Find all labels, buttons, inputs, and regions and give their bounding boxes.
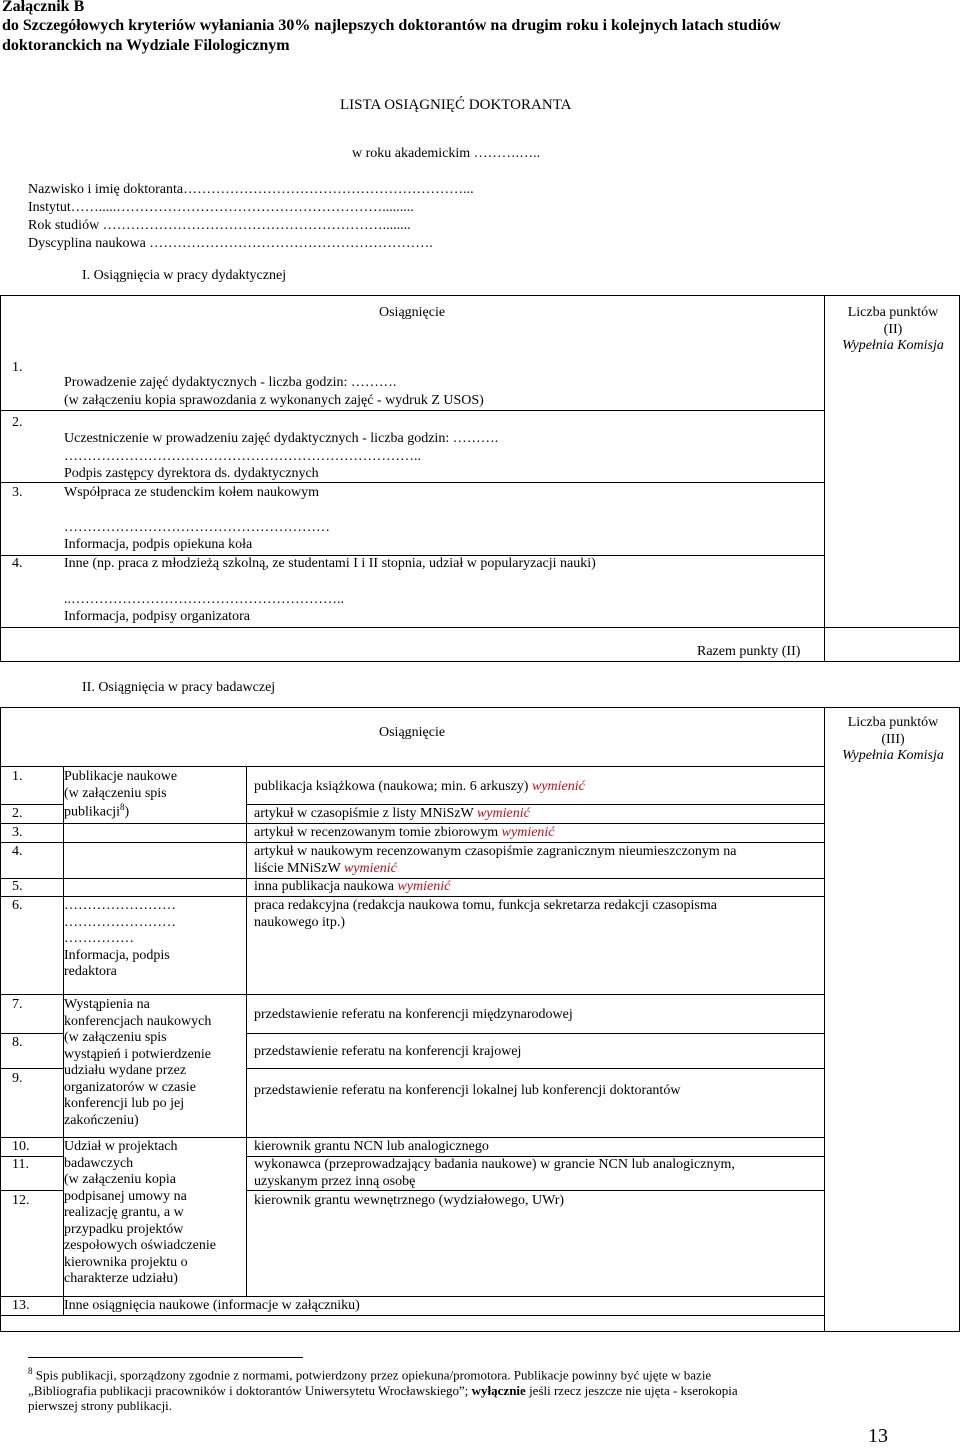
section1-total-label: Razem punkty (II)	[697, 644, 801, 659]
row4-text: Inne (np. praca z młodzieżą szkolną, ze studentami I i II stopnia, udział w popularyzacji nauki)	[64, 556, 596, 571]
row-number: 6.	[12, 898, 23, 913]
name-field[interactable]: Nazwisko i imię doktoranta……………………………………………………...	[28, 182, 474, 197]
pub-row2[interactable]: artykuł w czasopiśmie z listy MNiSzW wymienić	[254, 806, 530, 821]
pub-row6[interactable]: praca redakcyjna (redakcja naukowa tomu, funkcja sekretarza redakcji czasopisma naukowego itp.)	[254, 898, 717, 930]
footnote: $^8$ Spis publikacji, sporządzony zgodnie z normami, potwierdzony przez opiekuna/promotora. Publikacje powinny być ujęte w bazie „Bibliografia publikacji pracowników i doktorantów Uniwersytetu Wrocławskiego”; wyłącznie jeśli rzecz jeszcze nie ujęta - kserokopia pierwszej strony publikacji.	[28, 1366, 738, 1413]
section2-col-achievement: Osiągnięcie	[379, 725, 446, 740]
publications-group-label: Publikacje naukowe (w załączeniu spis publikacji$^8$)	[64, 769, 178, 820]
conf-row9[interactable]: przedstawienie referatu na konferencji lokalnej lub konferencji doktorantów	[254, 1083, 681, 1098]
row-number: 4.	[12, 556, 23, 571]
row-number: 5.	[12, 879, 23, 894]
row-number: 11.	[12, 1157, 29, 1172]
project-row12[interactable]: kierownik grantu wewnętrznego (wydziałowego, UWr)	[254, 1193, 565, 1208]
row2-dots[interactable]: …………………………………………………………………..	[64, 449, 421, 464]
attachment-subtitle-line1: do Szczegółowych kryteriów wyłaniania 30% najlepszych doktorantów na drugim roku i kolejnych latach studiów	[2, 17, 781, 34]
editor-info[interactable]: …………………… …………………… …………… Informacja, podpis redaktora	[64, 898, 176, 980]
project-row10[interactable]: kierownik grantu NCN lub analogicznego	[254, 1139, 489, 1154]
row-number: 4.	[12, 844, 23, 859]
row1-note: (w załączeniu kopia sprawozdania z wykonanych zajęć - wydruk Z USOS)	[64, 393, 484, 408]
attachment-subtitle-line2: doktoranckich na Wydziale Filologicznym	[2, 37, 290, 54]
row-number: 13.	[12, 1298, 30, 1313]
section2-col-points: Liczba punktów (III) Wypełnia Komisja	[842, 715, 944, 764]
row-number: 9.	[12, 1071, 23, 1086]
section2-heading: II. Osiągnięcia w pracy badawczej	[82, 680, 276, 695]
footnote-separator	[28, 1357, 303, 1358]
study-year-field[interactable]: Rok studiów ……………………………………………………........	[28, 218, 411, 233]
pub-row1[interactable]: publikacja książkowa (naukowa; min. 6 arkuszy) wymienić	[254, 779, 585, 794]
row2-signature: Podpis zastępcy dyrektora ds. dydaktycznych	[64, 466, 319, 481]
row-number: 10.	[12, 1139, 30, 1154]
institute-field[interactable]: Instytut…….....………………………………………………….........	[28, 200, 414, 215]
row1-text[interactable]: Prowadzenie zajęć dydaktycznych - liczba godzin: ……….	[64, 375, 397, 390]
row-number: 1.	[12, 769, 23, 784]
attachment-title: Załącznik B	[2, 0, 85, 15]
conf-row8[interactable]: przedstawienie referatu na konferencji krajowej	[254, 1044, 522, 1059]
row2-text[interactable]: Uczestniczenie w prowadzeniu zajęć dydaktycznych - liczba godzin: ……….	[64, 431, 499, 446]
row-number: 8.	[12, 1035, 23, 1050]
pub-row5[interactable]: inna publikacja naukowa wymienić	[254, 879, 451, 894]
conf-row7[interactable]: przedstawienie referatu na konferencji międzynarodowej	[254, 1007, 573, 1022]
row-number: 1.	[12, 360, 23, 375]
project-row11[interactable]: wykonawca (przeprowadzający badania naukowe) w grancie NCN lub analogicznym, uzyskanym przez inną osobę	[254, 1157, 735, 1189]
projects-group-label: Udział w projektach badawczych (w załączeniu kopia podpisanej umowy na realizację grantu, a w przypadku projektów zespołowych oświadczenie kierownika projektu o charakterze udziału)	[64, 1139, 216, 1287]
row-number: 12.	[12, 1193, 30, 1208]
row-number: 3.	[12, 825, 23, 840]
row4-dots[interactable]: ..…………………………………………………..	[64, 592, 344, 607]
row3-text: Współpraca ze studenckim kołem naukowym	[64, 485, 320, 500]
section1-col-points: Liczba punktów (II) Wypełnia Komisja	[842, 305, 944, 354]
document-title: LISTA OSIĄGNIĘĆ DOKTORANTA	[340, 97, 572, 113]
section1-col-achievement: Osiągnięcie	[379, 305, 446, 320]
conferences-group-label: Wystąpienia na konferencjach naukowych (w załączeniu spis wystąpień i potwierdzenie udziału wydane przez organizatorów w czasie konferencji lub po jej zakończeniu)	[64, 997, 212, 1128]
row3-dots[interactable]: …………………………………………………	[64, 520, 330, 535]
pub-row3[interactable]: artykuł w recenzowanym tomie zbiorowym wymienić	[254, 825, 555, 840]
row-number: 2.	[12, 415, 23, 430]
discipline-field[interactable]: Dyscyplina naukowa …………………………………………………….	[28, 236, 433, 251]
row-number: 2.	[12, 806, 23, 821]
academic-year-field[interactable]: w roku akademickim ……….…..	[352, 146, 541, 161]
page-number: 13	[868, 1425, 888, 1447]
pub-row4[interactable]: artykuł w naukowym recenzowanym czasopiśmie zagranicznym nieumieszczonym na liście MNiSzW wymienić	[254, 844, 737, 876]
section1-heading: I. Osiągnięcia w pracy dydaktycznej	[82, 268, 287, 283]
row4-signature: Informacja, podpisy organizatora	[64, 609, 250, 624]
row-number: 7.	[12, 997, 23, 1012]
row13-text[interactable]: Inne osiągnięcia naukowe (informacje w załączniku)	[64, 1298, 360, 1313]
row-number: 3.	[12, 485, 23, 500]
row3-signature: Informacja, podpis opiekuna koła	[64, 537, 253, 552]
